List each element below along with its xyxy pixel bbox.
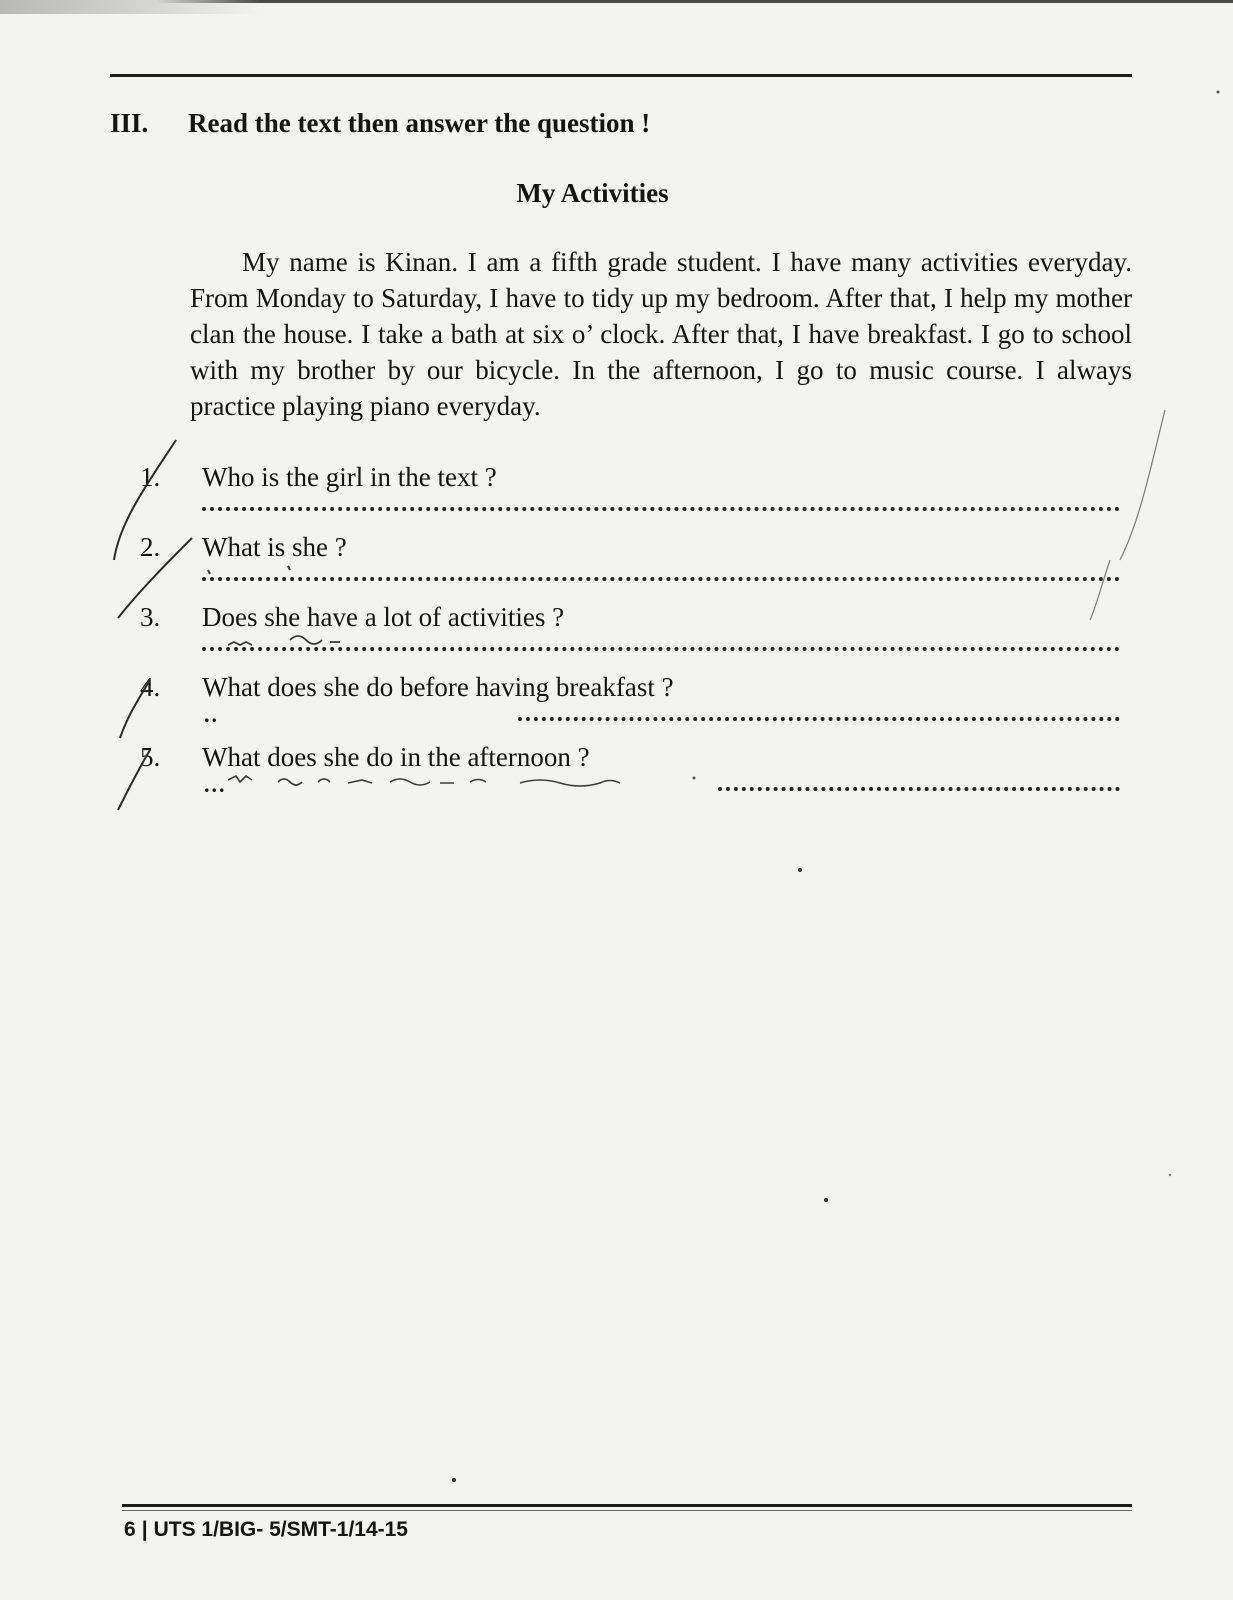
page-number: 6: [124, 1518, 136, 1541]
answer-mark: ...: [204, 772, 227, 797]
question-item: [140, 672, 1140, 742]
question-item: [140, 602, 1140, 672]
question-number: 2.: [140, 532, 161, 562]
question-text: What does she do before having breakfast ?: [202, 672, 674, 702]
section-number: III.: [110, 108, 149, 138]
answer-line[interactable]: [202, 577, 1120, 581]
section-instruction: Read the text then answer the question !: [188, 108, 651, 138]
question-text: Who is the girl in the text ?: [202, 462, 497, 492]
question-item: [140, 742, 1140, 812]
scan-smudge: [0, 0, 260, 14]
question-number: 1.: [140, 462, 161, 492]
question-text: What does she do in the afternoon ?: [202, 742, 590, 772]
question-list: [140, 462, 1140, 812]
scan-speck: [1217, 91, 1220, 94]
answer-line[interactable]: [718, 787, 1120, 791]
footer-rule-thin: [122, 1510, 1132, 1511]
answer-line[interactable]: [202, 647, 1120, 651]
exam-code: UTS 1/BIG- 5/SMT-1/14-15: [153, 1518, 408, 1541]
question-number: 3.: [140, 602, 161, 632]
answer-line[interactable]: [518, 717, 1120, 721]
footer-separator: |: [141, 1518, 148, 1541]
question-item: [140, 532, 1140, 602]
scan-speck: [452, 1478, 456, 1482]
section-heading: [110, 108, 650, 139]
answer-line[interactable]: [202, 507, 1120, 511]
footer-rule: [122, 1504, 1132, 1507]
question-text: What is she ?: [202, 532, 347, 562]
answer-mark: ..: [204, 702, 219, 727]
passage-text: My name is Kinan. I am a fifth grade student. I have many activities everyday. From Monday to Saturday, I have to tidy up my bedroom. After that, I help my mother clan the house. I take a bath at six o’ clock. After that, I have breakfast. I go to school with my brother by our bicycle. In the afternoon, I go to music course. I always practice playing piano everyday.: [190, 247, 1132, 421]
scan-speck: [798, 868, 802, 872]
scan-speck: [1169, 1174, 1171, 1176]
question-number: 4.: [140, 672, 161, 702]
question-item: [140, 462, 1140, 532]
header-rule: [110, 74, 1132, 77]
question-number: 5.: [140, 742, 161, 772]
page-footer: [124, 1518, 408, 1542]
passage-title: My Activities: [516, 178, 669, 208]
question-text: Does she have a lot of activities ?: [202, 602, 565, 632]
scan-speck: [824, 1198, 828, 1202]
